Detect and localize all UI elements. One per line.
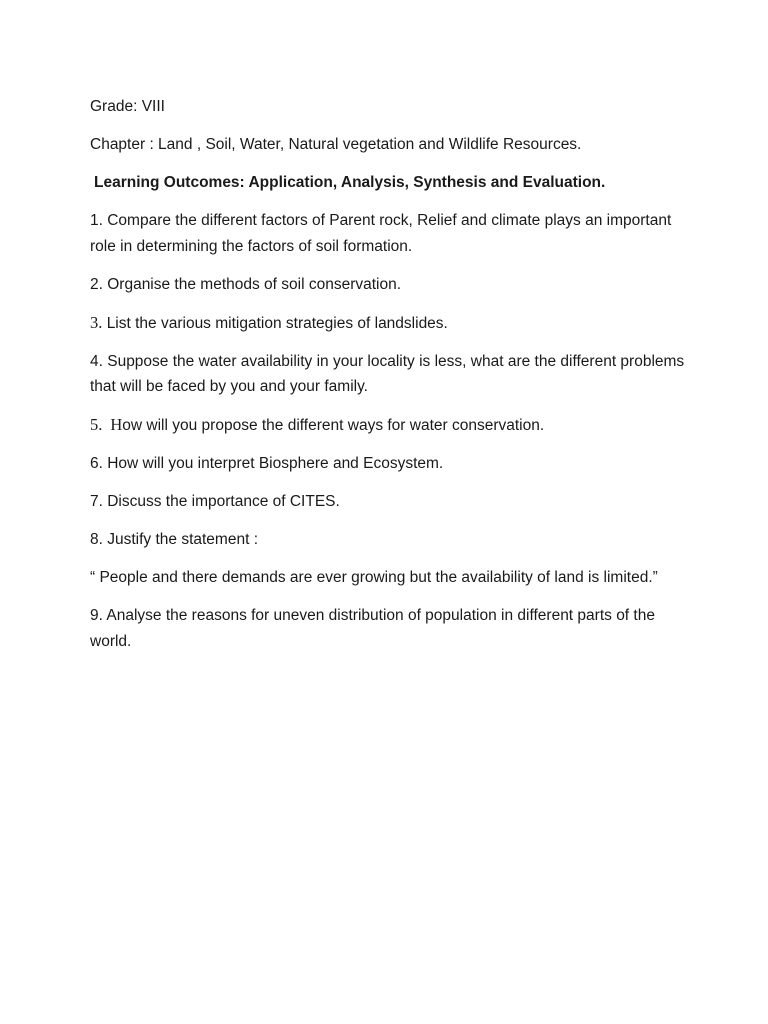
question-3-text: List the various mitigation strategies of landslides.	[106, 314, 448, 332]
worksheet-page	[90, 94, 690, 667]
question-7: 7. Discuss the importance of CITES.	[90, 493, 340, 510]
question-9: 9. Analyse the reasons for uneven distribution of population in different parts of the world.	[90, 607, 655, 650]
question-6: 6. How will you interpret Biosphere and Ecosystem.	[90, 455, 444, 472]
question-8-quote: “ People and there demands are ever growing but the availability of land is limited.”	[90, 569, 658, 586]
question-1: 1. Compare the different factors of Parent rock, Relief and climate plays an important role in determining the factors of soil formation.	[90, 212, 672, 255]
question-5-number: 5.	[90, 415, 103, 434]
question-3-number: 3.	[90, 312, 103, 332]
question-5-initial: H	[110, 415, 123, 434]
question-3	[90, 310, 690, 337]
learning-outcomes-heading: Learning Outcomes: Application, Analysis, Synthesis and Evaluation.	[94, 174, 606, 191]
question-5	[90, 412, 690, 439]
question-8: 8. Justify the statement :	[90, 531, 258, 548]
question-5-text: ow will you propose the different ways for water conservation.	[122, 417, 545, 434]
question-4: 4. Suppose the water availability in your locality is less, what are the different problems that will be faced by you and your family.	[90, 352, 685, 395]
question-2: 2. Organise the methods of soil conservation.	[90, 275, 402, 293]
chapter-line: Chapter : Land , Soil, Water, Natural vegetation and Wildlife Resources.	[90, 136, 582, 153]
grade-line: Grade: VIII	[90, 98, 165, 115]
